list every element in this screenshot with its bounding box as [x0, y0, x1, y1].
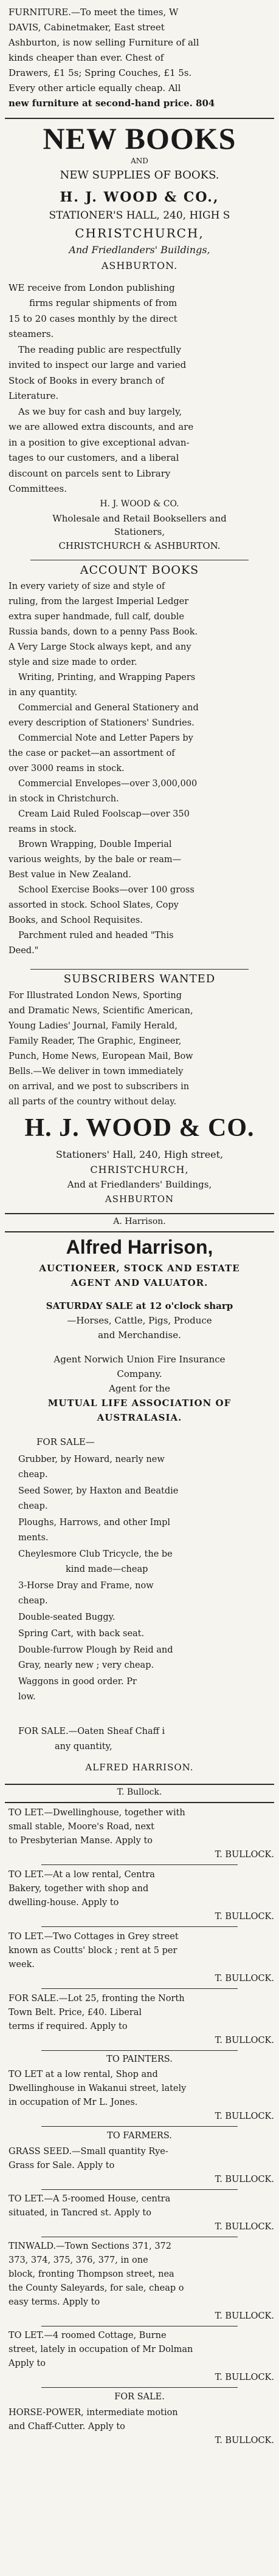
mutual-line: AUSTRALASIA. [97, 1412, 182, 1423]
notice-signature: T. BULLOCK. [215, 2175, 274, 2184]
body-line: steamers. [9, 328, 54, 339]
body-line: School Exercise Books—over 100 gross [18, 885, 195, 895]
body-line: various weights, by the bale or ream— [9, 855, 182, 865]
ad-and: AND [131, 157, 148, 165]
notice-line: known as Coutts' block ; rent at 5 per [9, 1946, 177, 1956]
body-line: in any quantity. [9, 688, 78, 698]
sale-item: Spring Cart, with back seat. [18, 1629, 145, 1639]
sale-item: Seed Sower, by Haxton and Beatdie [18, 1486, 179, 1496]
sale-item: Ploughs, Harrows, and other Impl [18, 1518, 170, 1528]
body-line: invited to inspect our large and varied [9, 359, 187, 370]
body-line: all parts of the country without delay. [9, 1097, 177, 1107]
body-line: Committees. [9, 483, 67, 494]
sale-item: cheap. [18, 1596, 48, 1606]
firm-name: H. J. WOOD & CO., [60, 189, 219, 205]
body-line: Brown Wrapping, Double Imperial [18, 840, 172, 849]
body-line: In every variety of size and style of [9, 582, 165, 591]
signature: CHRISTCHURCH & ASHBURTON. [58, 540, 221, 551]
body-line: tages to our customers, and a liberal [9, 452, 179, 463]
body-line: on arrival, and we post to subscribers in [9, 1082, 190, 1092]
notice-line: HORSE-POWER, intermediate motion [9, 2408, 178, 2418]
notice-signature: T. BULLOCK. [215, 2311, 274, 2321]
body-line: Family Reader, The Graphic, Engineer, [9, 1036, 182, 1046]
body-line: Russia bands, down to a penny Pass Book. [9, 627, 198, 637]
agent-line: Company. [117, 1368, 162, 1379]
notice-divider [41, 2189, 238, 2190]
address-line: ASHBURTON [105, 1194, 174, 1205]
header-rule [5, 1802, 274, 1803]
sale-line: —Horses, Cattle, Pigs, Produce [67, 1315, 212, 1326]
notice-divider [41, 2126, 238, 2127]
ad-line: Drawers, £1 5s; Spring Couches, £1 5s. [9, 67, 192, 78]
body-line: WE receive from London publishing [9, 282, 175, 293]
account-books-advert [5, 563, 274, 965]
notice-line: easy terms. Apply to [9, 2297, 100, 2307]
signature: ALFRED HARRISON. [85, 1762, 194, 1773]
subscribers-advert [5, 973, 274, 1230]
body-line: extra super handmade, full calf, double [9, 612, 184, 622]
section-header: A. Harrison. [113, 1217, 166, 1226]
sale-item: 3-Horse Dray and Frame, now [18, 1581, 154, 1591]
signature: Stationers, [114, 526, 165, 537]
notice-signature: T. BULLOCK. [215, 2373, 274, 2382]
body-line: Writing, Printing, and Wrapping Papers [18, 673, 196, 682]
notice-line: situated, in Tancred st. Apply to [9, 2208, 151, 2218]
body-line: assorted in stock. School Slates, Copy [9, 900, 179, 910]
sale-item: Gray, nearly new ; very cheap. [18, 1660, 154, 1670]
notice-heading: TO FARMERS. [107, 2131, 172, 2141]
ad-title: NEW BOOKS [43, 121, 236, 155]
body-line: every description of Stationers' Sundries. [9, 718, 195, 728]
notice-line: TO LET.—4 roomed Cottage, Burne [9, 2331, 167, 2340]
notice-signature: T. BULLOCK. [215, 2112, 274, 2121]
body-line: ruling, from the largest Imperial Ledger [9, 597, 189, 607]
address-line: ASHBURTON. [101, 260, 178, 271]
body-line: As we buy for cash and buy largely, [18, 406, 182, 417]
body-line: Deed." [9, 946, 39, 956]
ad-subtitle: NEW SUPPLIES OF BOOKS. [60, 169, 219, 182]
ad-line: kinds cheaper than ever. Chest of [9, 52, 164, 63]
body-line: the case or packet—an assortment of [9, 749, 175, 758]
body-line: A Very Large Stock always kept, and any [9, 642, 191, 652]
notice-line: dwelling-house. Apply to [9, 1898, 119, 1908]
body-line: and Dramatic News, Scientific American, [9, 1006, 193, 1016]
notice-signature: T. BULLOCK. [215, 1850, 274, 1860]
notice-divider [41, 1864, 238, 1865]
column-rule [5, 1784, 274, 1785]
notice-signature: T. BULLOCK. [215, 1974, 274, 1983]
body-line: Literature. [9, 390, 59, 401]
new-books-advert [5, 121, 274, 556]
address-line: And Friedlanders' Buildings, [69, 244, 210, 256]
notice-signature: T. BULLOCK. [215, 1912, 274, 1922]
notice-line: 373, 374, 375, 376, 377, in one [9, 2255, 148, 2265]
body-line: Best value in New Zealand. [9, 870, 131, 880]
ad-line: FURNITURE.—To meet the times, W [9, 7, 179, 18]
sale-item: Double-seated Buggy. [18, 1613, 115, 1622]
notice-line: terms if required. Apply to [9, 2022, 128, 2031]
notice-line: Apply to [9, 2359, 46, 2368]
sale-item: cheap. [18, 1470, 48, 1480]
body-line: Books, and School Requisites. [9, 916, 143, 925]
section-heading: SUBSCRIBERS WANTED [63, 973, 216, 985]
address-line: STATIONER'S HALL, 240, HIGH S [49, 209, 230, 222]
notice-line: TO LET.—At a low rental, Centra [9, 1870, 155, 1880]
body-line: Cream Laid Ruled Foolscap—over 350 [18, 809, 190, 819]
notice-line: block, fronting Thompson street, nea [9, 2269, 174, 2279]
sale-item: Double-furrow Plough by Reid and [18, 1645, 173, 1655]
title-line: AUCTIONEER, STOCK AND ESTATE [39, 1263, 240, 1274]
notice-line: week. [9, 1960, 35, 1969]
address-line: Stationers' Hall, 240, High street, [55, 1149, 224, 1160]
notice-line: Grass for Sale. Apply to [9, 2161, 115, 2170]
notice-line: Town Belt. Price, £40. Liberal [9, 2008, 142, 2017]
notice-signature: T. BULLOCK. [215, 2436, 274, 2445]
address-line: CHRISTCHURCH, [90, 1164, 189, 1175]
sale-item: cheap. [18, 1501, 48, 1511]
mutual-line: MUTUAL LIFE ASSOCIATION OF [47, 1398, 232, 1409]
notice-line: TO LET.—A 5-roomed House, centra [9, 2194, 171, 2204]
notice-line: TINWALD.—Town Sections 371, 372 [9, 2241, 172, 2251]
section-heading: ACCOUNT BOOKS [80, 563, 199, 577]
title-line: AGENT AND VALUATOR. [71, 1277, 208, 1288]
body-line: firms regular shipments of from [29, 297, 177, 308]
notice-divider [41, 1988, 238, 1989]
notice-heading: FOR SALE. [114, 2392, 165, 2402]
notice-signature: T. BULLOCK. [215, 2222, 274, 2232]
body-line: The reading public are respectfully [18, 344, 182, 355]
sale-item: Grubber, by Howard, nearly new [18, 1455, 165, 1464]
notice-line: TO LET at a low rental, Shop and [9, 2070, 158, 2079]
body-line: in stock in Christchurch. [9, 794, 119, 804]
body-line: over 3000 reams in stock. [9, 764, 125, 773]
body-line: Punch, Home News, European Mail, Bow [9, 1052, 193, 1061]
body-line: Commercial Envelopes—over 3,000,000 [18, 779, 198, 789]
sale-item: kind made—cheap [66, 1565, 148, 1574]
notice-divider [41, 2050, 238, 2051]
ad-line: Ashburton, is now selling Furniture of all [9, 37, 199, 48]
sale-item: Waggons in good order. Pr [18, 1677, 137, 1687]
notice-signature: T. BULLOCK. [215, 2036, 274, 2045]
address-line: CHRISTCHURCH, [75, 226, 204, 240]
body-line: reams in stock. [9, 824, 77, 834]
notice-divider [41, 2387, 238, 2388]
notice-heading: TO PAINTERS. [106, 2054, 173, 2064]
sale-line: and Merchandise. [98, 1330, 181, 1341]
body-line: Parchment ruled and headed "This [18, 931, 174, 940]
header-rule [5, 1231, 274, 1232]
oaten-line: FOR SALE.—Oaten Sheaf Chaff i [18, 1727, 165, 1736]
for-sale-heading: FOR SALE— [36, 1436, 95, 1447]
body-line: Commercial Note and Letter Papers by [18, 733, 193, 743]
oaten-line: any quantity, [55, 1742, 112, 1752]
ad-line: Every other article equally cheap. All [9, 83, 181, 93]
ad-line: DAVIS, Cabinetmaker, East street [9, 22, 165, 33]
body-line: in a position to give exceptional advan- [9, 437, 190, 448]
body-line: we are allowed extra discounts, and are [9, 421, 194, 432]
notice-divider [41, 1926, 238, 1927]
sale-item: low. [18, 1692, 36, 1702]
bullock-advert [5, 1787, 274, 2574]
notice-line: Bakery, together with shop and [9, 1884, 149, 1894]
agent-line: Agent for the [109, 1383, 170, 1394]
notice-line: to Presbyterian Manse. Apply to [9, 1836, 153, 1846]
notice-line: FOR SALE.—Lot 25, fronting the North [9, 1994, 185, 2003]
sale-item: Cheylesmore Club Tricycle, the be [18, 1549, 173, 1559]
notice-line: GRASS SEED.—Small quantity Rye- [9, 2147, 168, 2156]
notice-line: small stable, Moore's Road, next [9, 1822, 154, 1832]
furniture-advert [5, 5, 274, 115]
body-line: style and size made to order. [9, 658, 137, 667]
notice-line: street, lately in occupation of Mr Dolman [9, 2345, 193, 2354]
notice-line: the County Saleyards, for sale, cheap o [9, 2283, 184, 2293]
firm-name: H. J. WOOD & CO. [24, 1114, 255, 1142]
body-line: Stock of Books in every branch of [9, 375, 165, 386]
body-line: Commercial and General Stationery and [18, 703, 199, 713]
body-line: For Illustrated London News, Sporting [9, 991, 182, 1001]
address-line: And at Friedlanders' Buildings, [67, 1179, 212, 1190]
notice-line: and Chaff-Cutter. Apply to [9, 2422, 125, 2432]
agent-line: Agent Norwich Union Fire Insurance [53, 1354, 226, 1365]
column-rule [5, 1213, 274, 1214]
sale-item: ments. [18, 1533, 49, 1543]
sale-line: SATURDAY SALE at 12 o'clock sharp [46, 1300, 233, 1311]
column-rule [5, 118, 274, 119]
body-line: discount on parcels sent to Library [9, 468, 171, 479]
signature: Wholesale and Retail Booksellers and [52, 513, 227, 524]
signature: H. J. WOOD & CO. [100, 499, 179, 509]
body-line: Young Ladies' Journal, Family Herald, [9, 1021, 177, 1031]
section-header: T. Bullock. [117, 1787, 162, 1797]
section-divider [30, 969, 249, 970]
body-line: 15 to 20 cases monthly by the direct [9, 313, 177, 324]
notice-line: TO LET.—Dwellinghouse, together with [9, 1808, 185, 1818]
ad-line: new furniture at second-hand price. 804 [9, 98, 215, 109]
harrison-advert [5, 1217, 274, 1818]
notice-line: Dwellinghouse in Wakanui street, lately [9, 2084, 187, 2093]
body-line: Bells.—We deliver in town immediately [9, 1067, 184, 1076]
auctioneer-name: Alfred Harrison, [66, 1236, 213, 1258]
notice-line: TO LET.—Two Cottages in Grey street [9, 1932, 179, 1942]
notice-line: in occupation of Mr L. Jones. [9, 2098, 138, 2107]
